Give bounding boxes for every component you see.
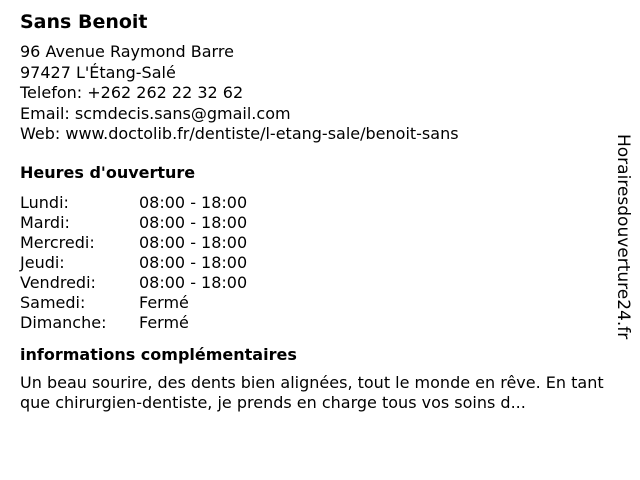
time-value: 08:00 - 18:00 [139,252,248,272]
hours-row-friday [20,273,620,293]
additional-info-title: informations complémentaires [20,344,297,364]
time-value: 08:00 - 18:00 [139,232,248,252]
contact-block [20,42,620,145]
hours-row-saturday [20,293,620,313]
day-label: Samedi: [20,292,86,312]
address-line: 96 Avenue Raymond Barre [20,42,234,61]
hours-row-thursday [20,253,620,273]
day-label: Mardi: [20,212,70,232]
day-label: Vendredi: [20,272,96,292]
hours-row-tuesday [20,213,620,233]
opening-hours-table [20,193,620,333]
opening-hours-title: Heures d'ouverture [20,162,196,182]
business-card [20,10,620,414]
time-value: 08:00 - 18:00 [139,272,248,292]
business-name: Sans Benoit [20,11,148,33]
day-label: Jeudi: [20,252,65,272]
city-line: 97427 L'Étang-Salé [20,62,176,82]
email-line: Email: scmdecis.sans@gmail.com [20,103,291,123]
time-value: Fermé [139,312,189,332]
hours-row-monday [20,193,620,213]
hours-row-sunday [20,313,620,333]
website-line: Web: www.doctolib.fr/dentiste/l-etang-sale/benoit-sans [20,124,459,143]
phone-line: Telefon: +262 262 22 32 62 [20,83,244,102]
time-value: 08:00 - 18:00 [139,192,248,212]
day-label: Mercredi: [20,232,95,252]
hours-row-wednesday [20,233,620,253]
day-label: Lundi: [20,192,69,212]
additional-info-text: Un beau sourire, des dents bien alignées, tout le monde en rêve. En tant que chirurgien-dentiste, je prends en charge tous vos soins d... [20,372,604,412]
day-label: Dimanche: [20,312,107,332]
site-watermark: Horairesdouverture24.fr [613,134,633,340]
time-value: Fermé [139,292,189,312]
time-value: 08:00 - 18:00 [139,212,248,232]
